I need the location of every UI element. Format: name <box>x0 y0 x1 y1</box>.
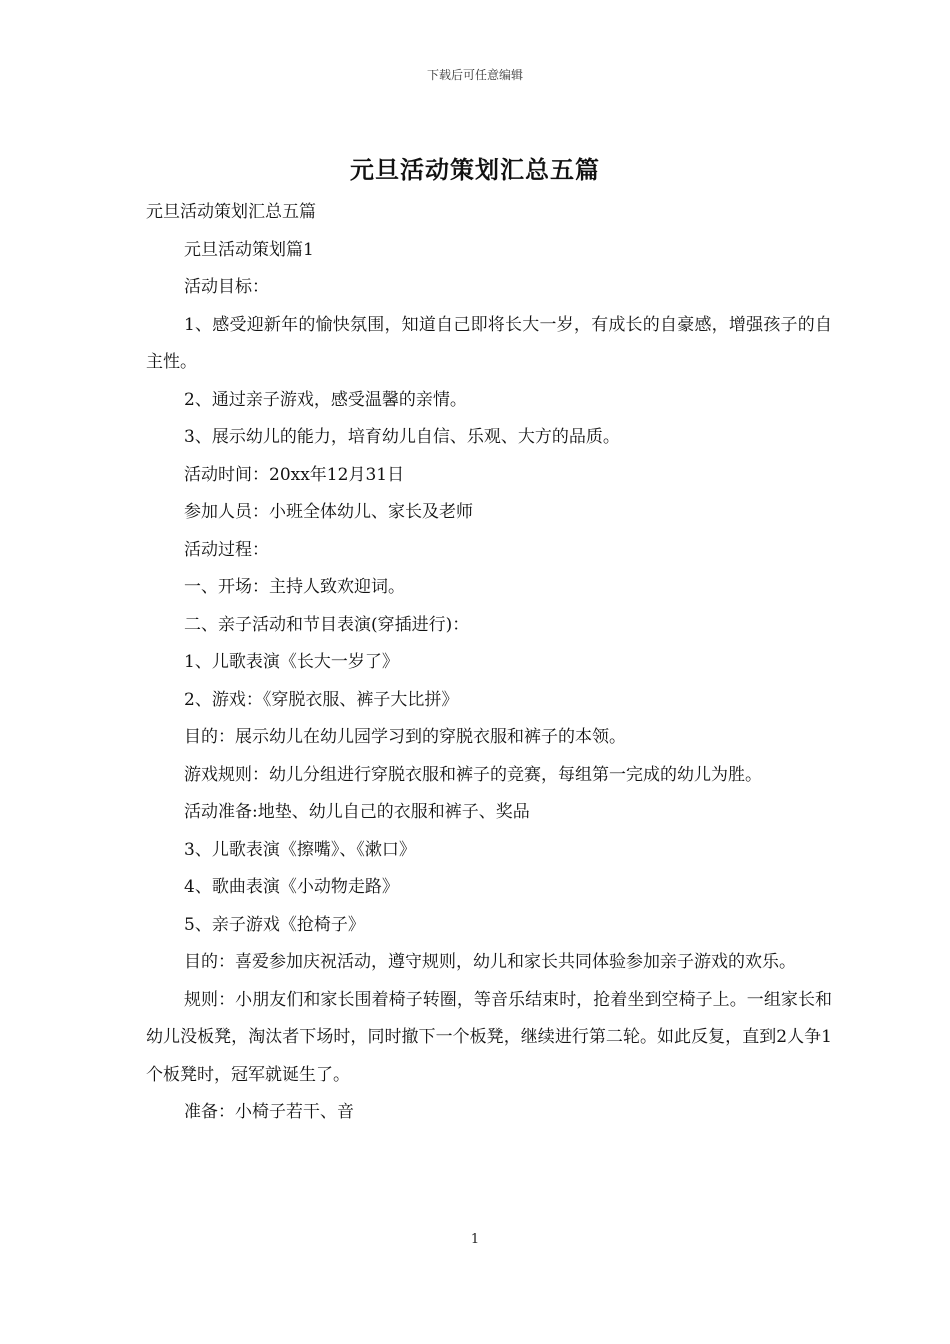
paragraph: 参加人员：小班全体幼儿、家长及老师 <box>184 502 473 522</box>
paragraph: 活动过程： <box>184 539 269 560</box>
paragraph: 1、儿歌表演《长大一岁了》 <box>184 652 399 672</box>
paragraph: 2、游戏：《穿脱衣服、裤子大比拼》 <box>184 689 459 710</box>
paragraph: 规则：小朋友们和家长围着椅子转圈，等音乐结束时，抢着坐到空椅子上。一组家长和幼儿没板凳，淘汰者下场时，同时撤下一个板凳，继续进行第二轮。如此反复，直到2人争1个板凳时，冠军就诞生了。 <box>146 989 832 1085</box>
paragraph: 一、开场：主持人致欢迎词。 <box>184 577 405 597</box>
paragraph: 准备：小椅子若干、音 <box>184 1102 354 1122</box>
paragraph: 活动目标： <box>184 277 269 297</box>
paragraph: 1、感受迎新年的愉快氛围，知道自己即将长大一岁，有成长的自豪感，增强孩子的自主性。 <box>146 314 832 372</box>
paragraph-section-heading: 元旦活动策划篇1 <box>184 239 314 260</box>
paragraph: 二、亲子活动和节目表演(穿插进行)： <box>184 614 470 635</box>
document-title: 元旦活动策划汇总五篇 <box>350 155 600 184</box>
paragraph: 4、歌曲表演《小动物走路》 <box>184 877 399 897</box>
document-body <box>146 194 832 1132</box>
paragraph: 3、展示幼儿的能力，培育幼儿自信、乐观、大方的品质。 <box>184 427 620 447</box>
paragraph: 目的：喜爱参加庆祝活动，遵守规则，幼儿和家长共同体验参加亲子游戏的欢乐。 <box>184 952 796 972</box>
paragraph: 活动时间：20xx年12月31日 <box>184 464 405 485</box>
paragraph: 5、亲子游戏《抢椅子》 <box>184 914 365 935</box>
paragraph: 目的：展示幼儿在幼儿园学习到的穿脱衣服和裤子的本领。 <box>184 727 626 747</box>
paragraph: 3、儿歌表演《擦嘴》、《漱口》 <box>184 839 416 860</box>
paragraph: 活动准备:地垫、幼儿自己的衣服和裤子、奖品 <box>184 802 530 822</box>
page-header-note: 下载后可任意编辑 <box>426 68 523 82</box>
page-number: 1 <box>470 1232 480 1247</box>
paragraph-subtitle: 元旦活动策划汇总五篇 <box>146 202 316 222</box>
paragraph: 2、通过亲子游戏，感受温馨的亲情。 <box>184 389 467 410</box>
paragraph: 游戏规则：幼儿分组进行穿脱衣服和裤子的竞赛，每组第一完成的幼儿为胜。 <box>184 764 762 785</box>
